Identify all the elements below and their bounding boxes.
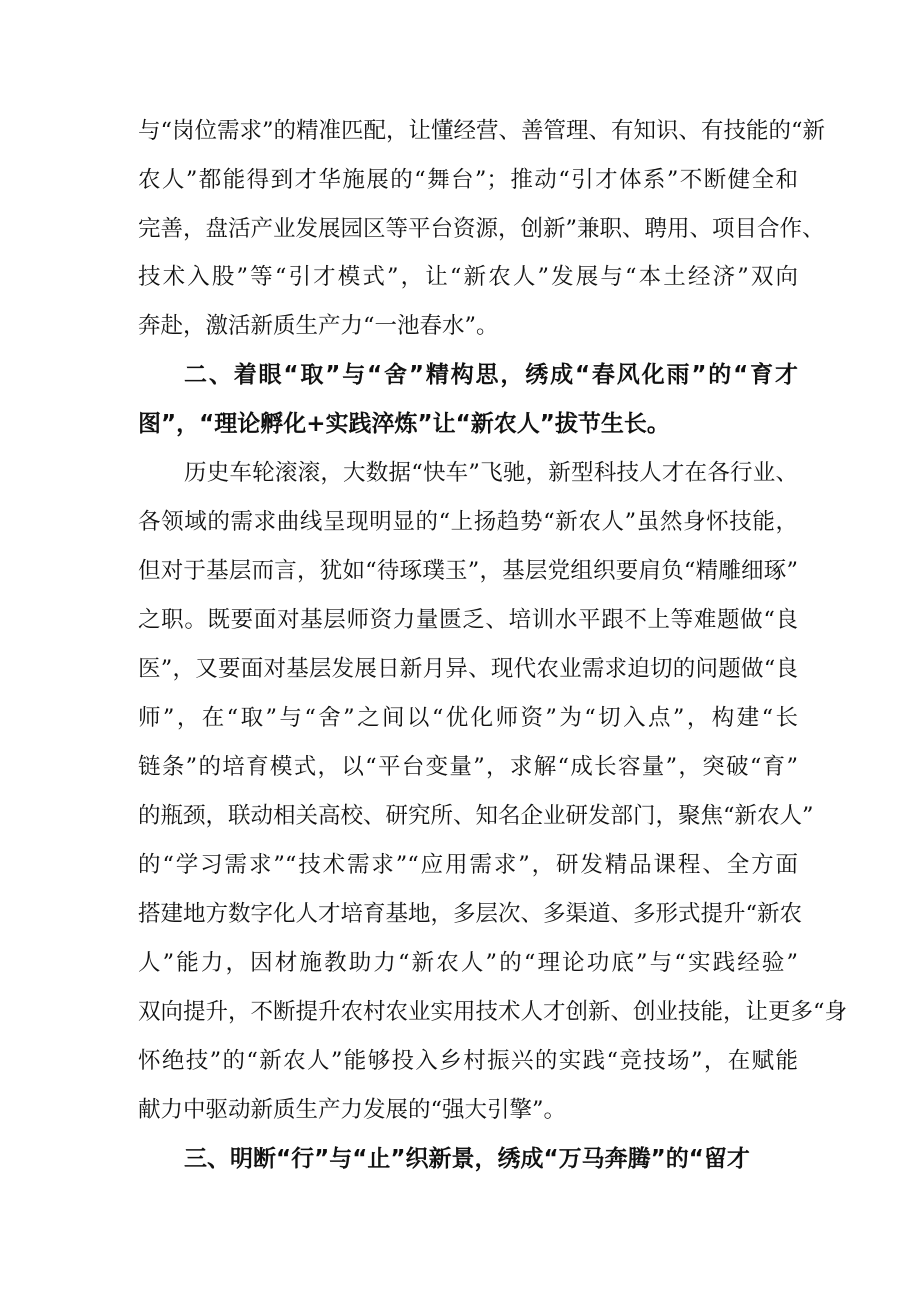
paragraph-line: 献力中驱动新质生产力发展的“强大引擎”。 [138,1097,567,1123]
paragraph-line: 怀绝技”的“新农人”能够投入乡村振兴的实践“竞技场”，在赋能 [138,1048,798,1074]
paragraph-line: 各领域的需求曲线呈现明显的“上扬趋势“新农人”虽然身怀技能， [138,509,798,535]
paragraph-line: 技术入股”等“引才模式”，让“新农人”发展与“本土经济”双向 [138,264,798,290]
paragraph-line: 与“岗位需求”的精准匹配，让懂经营、善管理、有知识、有技能的“新 [138,118,826,144]
paragraph-line: 链条”的培育模式，以“平台变量”，求解“成长容量”，突破“育” [138,754,798,780]
paragraph-line: 完善，盘活产业发展园区等平台资源，创新”兼职、聘用、项目合作、 [138,216,825,242]
section-heading-two: 二、着眼“取”与“舍”精构思，绣成“春风化雨”的“育才 [184,362,798,388]
paragraph-line: 但对于基层而言，犹如“待琢璞玉”，基层党组织要肩负“精雕细琢” [138,558,798,584]
paragraph-line: 的瓶颈，联动相关高校、研究所、知名企业研发部门，聚焦“新农人” [138,803,814,829]
paragraph-line: 历史车轮滚滚，大数据“快车”飞驰，新型科技人才在各行业、 [184,460,798,486]
paragraph-line: 双向提升，不断提升农村农业实用技术人才创新、创业技能，让更多“身 [138,999,848,1025]
paragraph-line: 师”，在“取”与“舍”之间以“优化师资”为“切入点”，构建“长 [138,705,798,731]
section-heading-three: 三、明断“行”与“止”织新景，绣成“万马奔腾”的“留才 [184,1146,750,1172]
paragraph-line: 搭建地方数字化人才培育基地，多层次、多渠道、多形式提升“新农 [138,901,803,927]
section-heading-two-continued: 图”，“理论孵化+实践淬炼”让“新农人”拔节生长。 [138,411,670,437]
paragraph-line: 奔赴，激活新质生产力“一池春水”。 [138,313,499,339]
paragraph-line: 医”，又要面对基层发展日新月异、现代农业需求迫切的问题做“良 [138,656,798,682]
paragraph-line: 的“学习需求”“技术需求”“应用需求”，研发精品课程、全方面 [138,852,798,878]
paragraph-line: 之职。既要面对基层师资力量匮乏、培训水平跟不上等难题做“良 [138,607,798,633]
paragraph-line: 人”能力，因材施教助力“新农人”的“理论功底”与“实践经验” [138,950,798,976]
paragraph-line: 农人”都能得到才华施展的“舞台”；推动“引才体系”不断健全和 [138,167,798,193]
